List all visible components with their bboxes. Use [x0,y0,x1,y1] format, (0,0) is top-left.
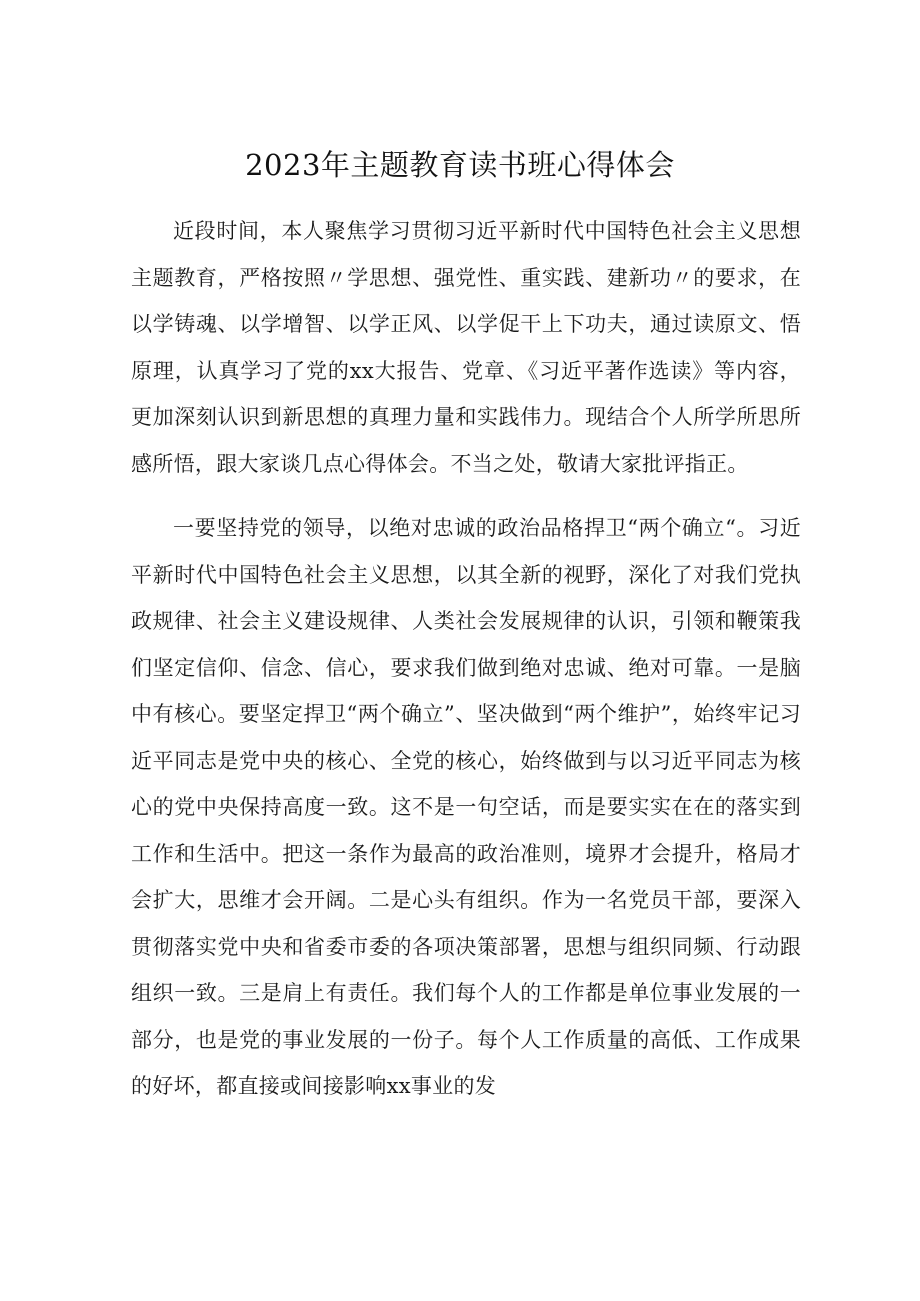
paragraph-point-one: 一要坚持党的领导，以绝对忠诚的政治品格捍卫“两个确立“。习近平新时代中国特色社会主义思想，以其全新的视野，深化了对我们党执政规律、社会主义建设规律、人类社会发展规律的认识，引领和鞭策我们坚定信仰、信念、信心，要求我们做到绝对忠诚、绝对可靠。一是脑中有核心。要坚定捍卫“两个确立”、坚决做到“两个维护”，始终牢记习近平同志是党中央的核心、全党的核心，始终做到与以习近平同志为核心的党中央保持高度一致。这不是一句空话，而是要实实在在的落实到工作和生活中。把这一条作为最高的政治准则，境界才会提升，格局才会扩大，思维才会开阔。二是心头有组织。作为一名党员干部，要深入贯彻落实党中央和省委市委的各项决策部署，思想与组织同频、行动跟组织一致。三是肩上有责任。我们每个人的工作都是单位事业发展的一部分，也是党的事业发展的一份子。每个人工作质量的高低、工作成果的好坏，都直接或间接影响xx事业的发 [131,516,801,1098]
document-body [131,208,801,1110]
page-title: 2023年主题教育读书班心得体会 [245,148,675,182]
paragraph-intro: 近段时间，本人聚焦学习贯彻习近平新时代中国特色社会主义思想主题教育，严格按照〃学思想、强党性、重实践、建新功〃的要求，在以学铸魂、以学增智、以学正风、以学促干上下功夫，通过读原文、悟原理，认真学习了党的xx大报告、党章、《习近平著作选读》等内容，更加深刻认识到新思想的真理力量和实践伟力。现结合个人所学所思所感所悟，跟大家谈几点心得体会。不当之处，敬请大家批评指正。 [131,219,801,476]
